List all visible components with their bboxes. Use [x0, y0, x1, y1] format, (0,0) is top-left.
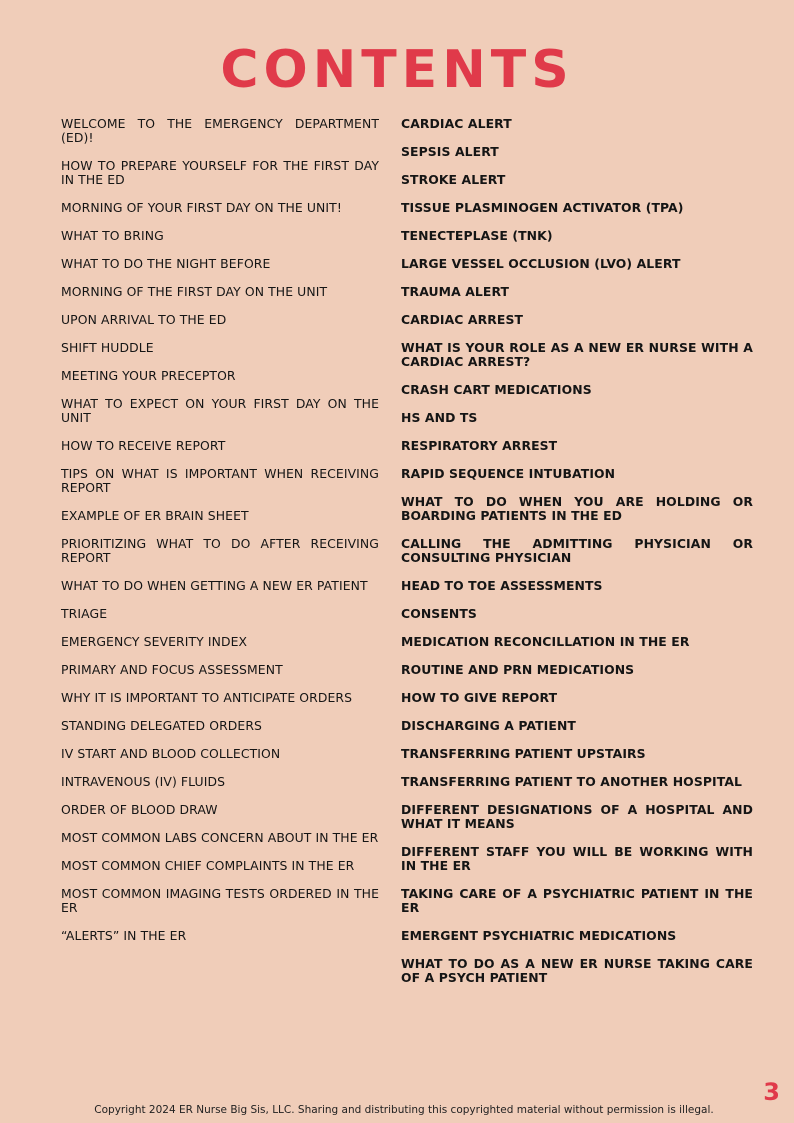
- toc-entry: STANDING DELEGATED ORDERS: [61, 718, 263, 733]
- toc-entry: WELCOME TO THE EMERGENCY DEPARTMENT (ED)!: [61, 116, 379, 145]
- toc-entry: MEDICATION RECONCILLATION IN THE ER: [401, 634, 690, 649]
- page-title: CONTENTS: [220, 40, 574, 100]
- toc-entry: DIFFERENT DESIGNATIONS OF A HOSPITAL AND WHAT IT MEANS: [401, 802, 753, 831]
- toc-entry: HOW TO PREPARE YOURSELF FOR THE FIRST DAY IN THE ED: [61, 158, 379, 187]
- toc-entry: WHY IT IS IMPORTANT TO ANTICIPATE ORDERS: [61, 690, 353, 705]
- toc-entry: CONSENTS: [401, 606, 477, 621]
- toc-entry: TRANSFERRING PATIENT UPSTAIRS: [401, 746, 646, 761]
- toc-entry: TIPS ON WHAT IS IMPORTANT WHEN RECEIVING REPORT: [61, 466, 379, 495]
- toc-entry: WHAT TO BRING: [61, 228, 164, 243]
- toc-entry: WHAT TO DO WHEN GETTING A NEW ER PATIENT: [61, 578, 368, 593]
- toc-entry: RESPIRATORY ARREST: [401, 438, 558, 453]
- toc-entry: TISSUE PLASMINOGEN ACTIVATOR (TPA): [401, 200, 684, 215]
- toc-entry: WHAT TO DO THE NIGHT BEFORE: [61, 256, 271, 271]
- toc-entry: PRIORITIZING WHAT TO DO AFTER RECEIVING REPORT: [61, 536, 379, 565]
- toc-entry: SHIFT HUDDLE: [61, 340, 154, 355]
- toc-entry: IV START AND BLOOD COLLECTION: [61, 746, 281, 761]
- toc-entry: MOST COMMON IMAGING TESTS ORDERED IN THE ER: [61, 886, 379, 915]
- toc-entry: DIFFERENT STAFF YOU WILL BE WORKING WITH IN THE ER: [401, 844, 753, 873]
- toc-entry: MOST COMMON LABS CONCERN ABOUT IN THE ER: [61, 830, 379, 845]
- toc-entry: TAKING CARE OF A PSYCHIATRIC PATIENT IN THE ER: [401, 886, 753, 915]
- toc-entry: LARGE VESSEL OCCLUSION (LVO) ALERT: [401, 256, 681, 271]
- toc-entry: CARDIAC ALERT: [401, 116, 512, 131]
- toc-entry: MORNING OF THE FIRST DAY ON THE UNIT: [61, 284, 328, 299]
- toc-entry: MORNING OF YOUR FIRST DAY ON THE UNIT!: [61, 200, 342, 215]
- toc-entry: EMERGENT PSYCHIATRIC MEDICATIONS: [401, 928, 677, 943]
- toc-entry: “ALERTS” IN THE ER: [61, 928, 187, 943]
- toc-entry: CARDIAC ARREST: [401, 312, 524, 327]
- toc-entry: DISCHARGING A PATIENT: [401, 718, 576, 733]
- page-number: 3: [763, 1078, 780, 1106]
- toc-entry: TENECTEPLASE (TNK): [401, 228, 553, 243]
- toc-entry: EMERGENCY SEVERITY INDEX: [61, 634, 248, 649]
- toc-entry: HS AND TS: [401, 410, 478, 425]
- toc-left-column: [61, 117, 379, 957]
- toc-right-column: [401, 117, 753, 999]
- toc-entry: HOW TO RECEIVE REPORT: [61, 438, 226, 453]
- toc-entry: ORDER OF BLOOD DRAW: [61, 802, 218, 817]
- toc-entry: TRANSFERRING PATIENT TO ANOTHER HOSPITAL: [401, 774, 743, 789]
- toc-entry: MEETING YOUR PRECEPTOR: [61, 368, 236, 383]
- toc-entry: INTRAVENOUS (IV) FLUIDS: [61, 774, 226, 789]
- toc-entry: EXAMPLE OF ER BRAIN SHEET: [61, 508, 249, 523]
- toc-entry: ROUTINE AND PRN MEDICATIONS: [401, 662, 635, 677]
- toc-entry: WHAT IS YOUR ROLE AS A NEW ER NURSE WITH A CARDIAC ARREST?: [401, 340, 753, 369]
- toc-entry: STROKE ALERT: [401, 172, 506, 187]
- toc-entry: CALLING THE ADMITTING PHYSICIAN OR CONSULTING PHYSICIAN: [401, 536, 753, 565]
- toc-entry: HEAD TO TOE ASSESSMENTS: [401, 578, 603, 593]
- toc-entry: WHAT TO DO WHEN YOU ARE HOLDING OR BOARDING PATIENTS IN THE ED: [401, 494, 753, 523]
- toc-entry: WHAT TO DO AS A NEW ER NURSE TAKING CARE OF A PSYCH PATIENT: [401, 956, 753, 985]
- copyright-footer: Copyright 2024 ER Nurse Big Sis, LLC. Sharing and distributing this copyrighted material without permission is illegal.: [94, 1104, 714, 1116]
- toc-entry: WHAT TO EXPECT ON YOUR FIRST DAY ON THE UNIT: [61, 396, 379, 425]
- toc-entry: RAPID SEQUENCE INTUBATION: [401, 466, 616, 481]
- toc-entry: PRIMARY AND FOCUS ASSESSMENT: [61, 662, 283, 677]
- toc-entry: SEPSIS ALERT: [401, 144, 499, 159]
- toc-entry: CRASH CART MEDICATIONS: [401, 382, 592, 397]
- toc-entry: TRIAGE: [61, 606, 108, 621]
- toc-entry: MOST COMMON CHIEF COMPLAINTS IN THE ER: [61, 858, 355, 873]
- toc-entry: TRAUMA ALERT: [401, 284, 510, 299]
- toc-entry: UPON ARRIVAL TO THE ED: [61, 312, 227, 327]
- toc-entry: HOW TO GIVE REPORT: [401, 690, 558, 705]
